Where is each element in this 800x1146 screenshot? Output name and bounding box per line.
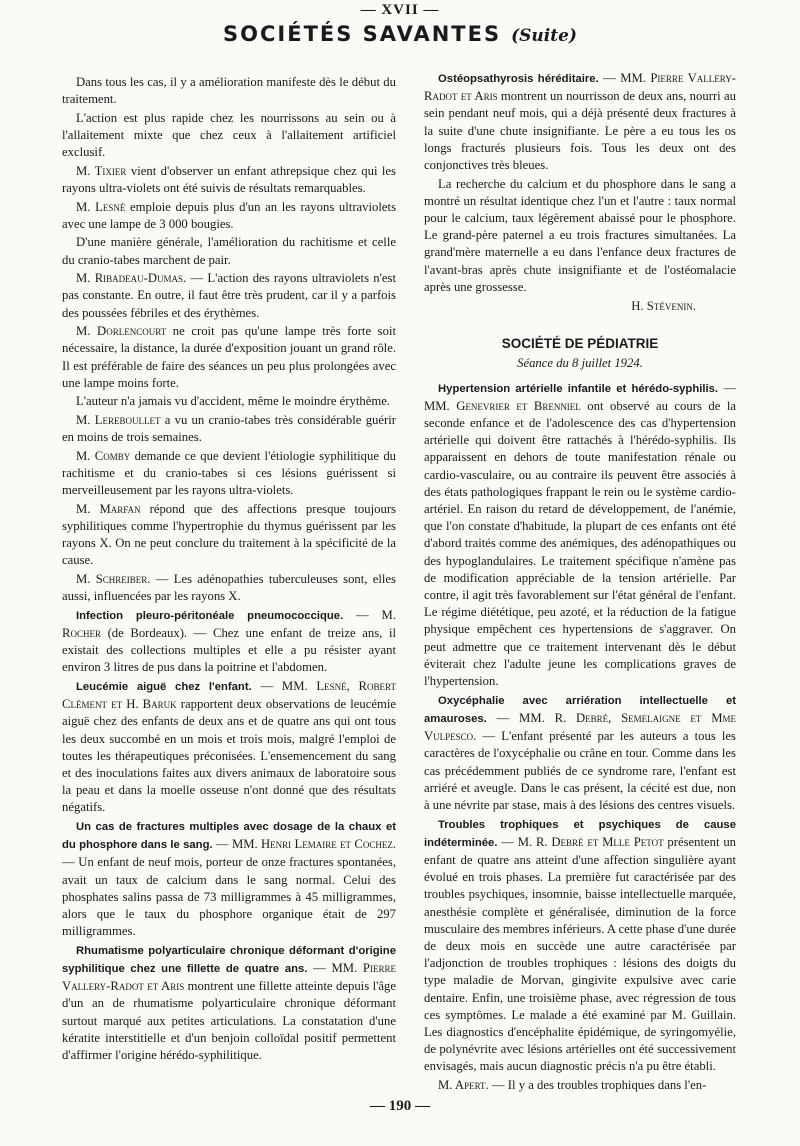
communication-title: Hypertension artérielle infantile et hérédo-syphilis. [438, 382, 719, 395]
communication [62, 607, 396, 677]
author-name: M. Lesné [76, 199, 126, 214]
paragraph: Dans tous les cas, il y a amélioration manifeste dès le début du traitement. [62, 75, 396, 107]
communication-title: Oxycéphalie avec arriération intellectuelle et amauroses. [424, 694, 736, 725]
paragraph-text: — L'action des rayons ultraviolets n'est pas constante. En outre, il faut être très prudent, car il y a parfois des poussées fébriles et des érythèmes. [62, 271, 396, 320]
paragraph-text: présentent un enfant de quatre ans atteint d'une affection singulière ayant évolué en trois phases. La première fut caractérisée par des troubles psychiques, insomnie, baisse intellectuelle marquée, anesthésie complète et généralisée, diminution de la force musculaire des membres inférieurs. A cette phase d'une durée de deux mois en succède une autre caractérisée par l'adjonction de troubles trophiques : lésions des doigts du type maladie de Morvan, gingivite expulsive avec carie dentaire. Enfin, une troisième phase, avec régression de tous ces symptômes. Le malade a été examiné par M. Guillain. Les diagnostics d'encéphalite épidémique, de syringomyélie, de polynévrite avec lésions artérielles ont été successivement envisagés, mais aucun diagnostic précis n'a pu être établi. [424, 834, 737, 1074]
communication [424, 692, 736, 814]
paragraph: La recherche du calcium et du phosphore dans le sang a montré un résultat identique chez l'un et l'autre : taux normal pour le calcium, taux légèrement abaissé pour le phosphore. Le grand-père paternel a eu trois fractures simultanées. La grand'mère maternelle a eu dans l'enfance deux fractures de l'avant-bras après chute insignifiante et de l'ostéomalacie après une grossesse. [424, 176, 736, 294]
author-name: M. Marfan [76, 501, 141, 516]
author-name: — M. R. Debré et Mlle Petot [497, 834, 664, 849]
paragraph-text: vient d'observer un enfant athrepsique chez qui les rayons ultra-violets ont été suivis de résultats remarquables. [62, 163, 396, 195]
author-name: M. Comby [76, 448, 131, 463]
paragraph-text: — Les adénopathies tuberculeuses sont, elles aussi, influencées par les rayons X. [62, 571, 396, 604]
session-date: Séance du 8 juillet 1924. [517, 356, 643, 371]
paragraph-text: montrent une fillette atteinte depuis l'âge d'un an de rhumatisme polyarticulaire chronique déformant surtout marqué aux petites articulations. La constatation d'une kératite interstitielle et d'un benjoin colloïdal positif permettent d'affirmer l'origine hérédo-syphilitique. [62, 979, 396, 1063]
paragraph-text: rapportent deux observations de leucémie aiguë chez des enfants de deux ans et de quatre ans qui ont tous les deux succombé en un mois et trois mois, malgré l'emploi de toutes les thérapeutiques préconisées. L'ensemencement du sang et des inoculations faites aux divers animaux de laboratoire sous la peau et dans la moelle osseuse n'ont donné que des résultats négatifs. [62, 697, 397, 815]
paragraph [62, 448, 396, 500]
author-name: M. Tixier [76, 163, 127, 178]
page-number: — 190 — [370, 1098, 430, 1114]
author-name: M. Dorlencourt [76, 324, 167, 339]
author-name: M. Schreiber. [76, 571, 151, 586]
paragraph-text: a vu un cranio-tabes très considérable guérir en moins de trois semaines. [62, 412, 396, 445]
header-suite: (Suite) [511, 26, 577, 46]
communication-title: Ostéopsathyrosis héréditaire. [438, 73, 599, 85]
communication [62, 942, 396, 1064]
communication [424, 380, 736, 691]
communication [62, 678, 396, 817]
communication-title: Troubles trophiques et psychiques de cause indéterminée. [424, 818, 736, 849]
signature: H. Stévenin. [631, 299, 696, 314]
header-title: SOCIÉTÉS SAVANTES [223, 22, 502, 46]
paragraph-text: emploie depuis plus d'un an les rayons ultraviolets avec une lampe de 3 000 bougies. [62, 199, 397, 231]
section-title: SOCIÉTÉ DE PÉDIATRIE [501, 336, 659, 352]
author-name: M. Apert. [438, 1077, 489, 1092]
left-column [62, 74, 396, 1066]
author-name: M. Ribadeau-Dumas. [76, 271, 187, 286]
paragraph-text: — L'enfant présenté par les auteurs a tous les caractères de l'oxycéphalie ou crâne en tour. Comme dans les cas précédemment publiés de ce syndrome rare, l'enfant est arriéré et aveugle. Dans le cas présent, la cécité est due, non à une névrite par stase, mais à des lésions des centres visuels. [424, 729, 736, 812]
paragraph [424, 1077, 736, 1094]
author-name: — MM. Genevrier et Brenniel [424, 380, 736, 413]
paragraph [62, 323, 396, 392]
author-name: — MM. R. Debré, Semelaigne et Mme Vulpesco. [424, 710, 736, 744]
communication [424, 816, 736, 1076]
right-column [424, 70, 736, 1096]
author-name: — M. Rocher [62, 607, 397, 640]
paragraph-text: (de Bordeaux). — Chez une enfant de treize ans, il existait des collections multiples et elle a pu résister ayant environ 3 litres de pus dans la poitrine et l'abdomen. [62, 625, 396, 675]
author-name: — MM. Henri Lemaire et Cochez. [212, 837, 396, 852]
communication-title: Un cas de fractures multiples avec dosage de la chaux et du phosphore dans le sang. [62, 821, 396, 852]
paragraph [62, 270, 396, 322]
page-header [0, 22, 800, 46]
paragraph [62, 163, 396, 197]
paragraph: L'auteur n'a jamais vu d'accident, même le moindre érythème. [76, 394, 391, 409]
paragraph-text: répond que des affections presque toujours syphilitiques comme l'hypertrophie du thymus guérissent par les rayons X. On ne peut conclure du traitement à la spécificité de la cause. [62, 501, 396, 568]
paragraph-text: — Il y a des troubles trophiques dans l'en- [488, 1077, 707, 1092]
paragraph-text: ont observé au cours de la seconde enfance et de l'adolescence des cas d'hypertension artérielle qui doivent être rattachés à l'hérédo-syphilis. Ils apparaissent en dehors de toute manifestation rénale ou cardio-vasculaire, ou au contraire ils peuvent être associés à des états pathologiques frappant le rein ou le système cardio-artériel. En raison du retard de développement, de l'anémie, que l'on constate d'habitude, la plupart de ces enfants ont été d'abord traités comme des anémiques, des adénopathiques ou des hypoglandulaires. Le traitement spécifique n'amène pas de modification appréciable de la tension artérielle. Par contre, il agit très favorablement sur l'état général de l'enfant. Le régime diététique, peu azoté, et la réduction de la fatigue physique empêchent ces hypertensions de s'aggraver. On peut admettre que ce traitement intervenant dès le début éviterait chez l'adulte jeune les complications graves de l'hypertension. [424, 398, 736, 689]
communication-title: Leucémie aiguë chez l'enfant. [76, 680, 252, 693]
paragraph-text: — Un enfant de neuf mois, porteur de onze fractures spontanées, avait un taux de calcium dans le sang normal. Celui des phosphates salins passa de 73 milligrammes à 45 milligrammes, alors que le taux du phosphore organique était de 297 milligrammes. [62, 855, 396, 939]
communication [62, 818, 396, 940]
author-name: — MM. Pierre Vallery-Radot et Aris [424, 71, 736, 104]
page-roman-number: — XVII — [360, 2, 440, 18]
paragraph [62, 199, 396, 233]
author-name: — MM. Lesné, Robert Clément et H. Baruk [62, 678, 396, 712]
paragraph [62, 412, 396, 446]
paragraph-text: demande ce que devient l'étiologie syphilitique du rachitisme et du cranio-tabes si ces lésions guérissent si merveilleusement par les rayons ultra-violets. [62, 448, 397, 498]
author-name: M. Lereboullet [76, 412, 161, 427]
communication [424, 70, 736, 174]
paragraph-text: ne croit pas qu'une lampe très forte soit nécessaire, la distance, la durée d'exposition jouant un grand rôle. Il est préférable de faire des séances un peu plus prolongées avec une lampe moins forte. [62, 324, 397, 390]
paragraph-text: montrent un nourrisson de deux ans, nourri au sein pendant neuf mois, qui a déjà présenté deux fractures à la suite d'une chute insignifiante. Le père a eu tous les os longs fracturés plusieurs fois. Tous les deux ont des conjonctives très bleues. [424, 89, 736, 173]
paragraph [62, 501, 396, 570]
author-name: — MM. Pierre Vallery-Radot et Aris [62, 961, 396, 994]
paragraph: D'une manière générale, l'amélioration du rachitisme et celle du cranio-tabes marchent de pair. [62, 235, 396, 267]
communication-title: Infection pleuro-péritonéale pneumococcique. [76, 609, 344, 622]
paragraph [62, 571, 396, 605]
communication-title: Rhumatisme polyarticulaire chronique déformant d'origine syphilitique chez une fillette de quatre ans. [62, 944, 396, 976]
paragraph: L'action est plus rapide chez les nourrissons au sein ou à l'allaitement mixte que chez ceux à l'allaitement artificiel exclusif. [62, 110, 396, 160]
